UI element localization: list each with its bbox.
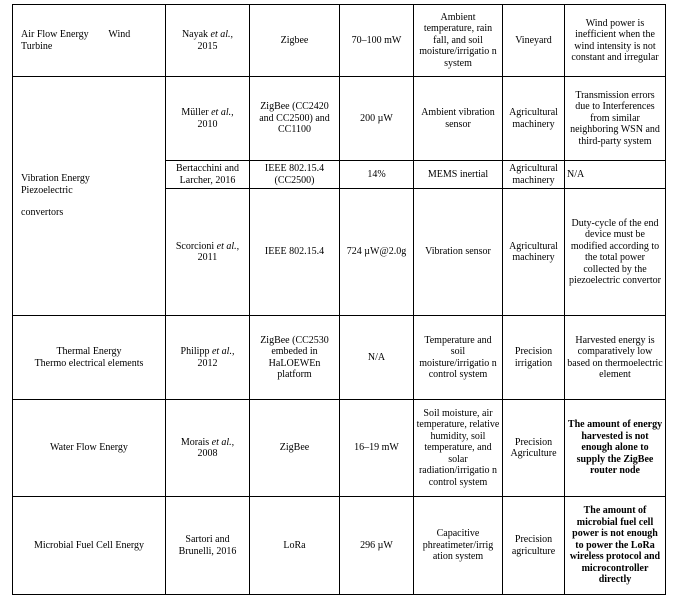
sensors-cell: Ambient temperature, rain fall, and soil moisture/irrigatio n system: [414, 5, 503, 77]
energy-source-label: Air Flow Energy: [21, 29, 89, 40]
table-row: [13, 400, 666, 497]
remarks-cell: Wind power is inefficient when the wind intensity is not constant and irregular: [565, 5, 666, 77]
sensors-cell: Capacitive phreatimeter/irrig ation system: [414, 497, 503, 595]
ref-author: Philipp: [180, 346, 210, 357]
protocol-cell: LoRa: [250, 497, 340, 595]
energy-harvesting-table: [12, 4, 666, 595]
ref-author: Scorcioni: [175, 240, 215, 252]
ref-etal: et al.,: [216, 240, 240, 252]
protocol-cell: ZigBee (CC2420 and CC2500) and CC1100: [250, 77, 340, 161]
energy-source-cell: Microbial Fuel Cell Energy: [13, 497, 166, 595]
table-row: [13, 5, 666, 77]
table-row: [13, 497, 666, 595]
protocol-cell: Zigbee: [250, 5, 340, 77]
application-cell: Agricultural machinery: [503, 161, 565, 189]
power-cell: 14%: [340, 161, 414, 189]
energy-source-cell: [13, 316, 166, 400]
power-cell: 296 µW: [340, 497, 414, 595]
application-cell: Precision irrigation: [503, 316, 565, 400]
sensors-cell: Vibration sensor: [414, 189, 503, 316]
table-row: [13, 316, 666, 400]
reference-cell: [166, 189, 250, 316]
remarks-cell: N/A: [565, 161, 666, 189]
ref-year: 2010: [197, 118, 218, 130]
ref-etal: et al.,: [211, 436, 235, 448]
ref-year: 2015: [197, 40, 218, 52]
energy-source-label: Vibration Energy: [21, 173, 90, 185]
ref-etal: et al.,: [211, 346, 235, 357]
power-cell: 200 µW: [340, 77, 414, 161]
sensors-cell: Soil moisture, air temperature, relative humidity, soil temperature, and solar radiation/irrigatio n control system: [414, 400, 503, 497]
remarks-cell: Duty-cycle of the end device must be modified according to the total power collected by the piezoelectric convertor: [565, 189, 666, 316]
reference-cell: Bertacchini and Larcher, 2016: [166, 161, 250, 189]
reference-cell: [166, 5, 250, 77]
ref-author: Müller: [181, 107, 209, 118]
ref-year: 2011: [197, 252, 218, 263]
power-cell: 16–19 mW: [340, 400, 414, 497]
application-cell: Vineyard: [503, 5, 565, 77]
protocol-cell: IEEE 802.15.4 (CC2500): [250, 161, 340, 189]
ref-etal: et al.,: [210, 29, 234, 40]
reference-cell: Sartori and Brunelli, 2016: [166, 497, 250, 595]
remarks-cell: Harvested energy is comparatively low based on thermoelectric element: [565, 316, 666, 400]
application-cell: Precision Agriculture: [503, 400, 565, 497]
energy-source-cell: [13, 5, 166, 77]
protocol-cell: ZigBee (CC2530 embeded in HaLOEWEn platform: [250, 316, 340, 400]
application-cell: Agricultural machinery: [503, 77, 565, 161]
device-label: Thermo electrical elements: [34, 357, 144, 369]
table-row: [13, 77, 666, 161]
power-cell: 70–100 mW: [340, 5, 414, 77]
ref-year: 2012: [197, 357, 218, 369]
application-cell: Agricultural machinery: [503, 189, 565, 316]
sensors-cell: MEMS inertial: [414, 161, 503, 189]
application-cell: Precision agriculture: [503, 497, 565, 595]
ref-author: Morais: [180, 436, 210, 448]
energy-source-cell: Water Flow Energy: [13, 400, 166, 497]
ref-year: 2008: [197, 448, 218, 459]
ref-etal: et al.,: [211, 107, 234, 118]
ref-author: Nayak: [181, 29, 209, 40]
energy-source-cell: [13, 77, 166, 316]
sensors-cell: Ambient vibration sensor: [414, 77, 503, 161]
device-label: Piezoelectric: [21, 184, 73, 196]
reference-cell: [166, 77, 250, 161]
reference-cell: [166, 400, 250, 497]
protocol-cell: IEEE 802.15.4: [250, 189, 340, 316]
power-cell: 724 µW@2.0g: [340, 189, 414, 316]
device-label-continued: convertors: [21, 207, 64, 219]
power-cell: N/A: [340, 316, 414, 400]
remarks-cell: Transmission errors due to Interferences from similar neighboring WSN and third-party system: [565, 77, 666, 161]
reference-cell: [166, 316, 250, 400]
sensors-cell: Temperature and soil moisture/irrigatio n control system: [414, 316, 503, 400]
remarks-cell: The amount of microbial fuel cell power is not enough to power the LoRa wireless protocol and microcontroller directly: [565, 497, 666, 595]
energy-source-label: Thermal Energy: [56, 346, 122, 357]
remarks-cell: The amount of energy harvested is not enough alone to supply the ZigBee router node: [565, 400, 666, 497]
device-label: Wind Turbine: [21, 29, 131, 52]
protocol-cell: ZigBee: [250, 400, 340, 497]
